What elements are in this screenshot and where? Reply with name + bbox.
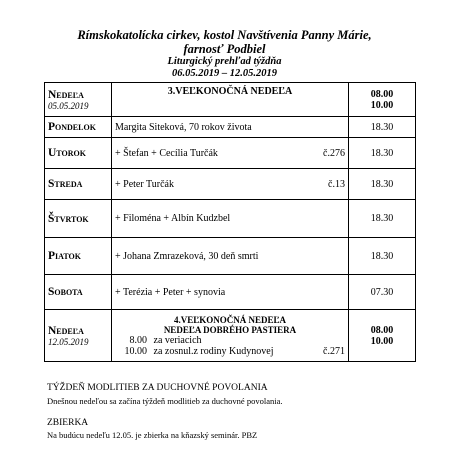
- parish-name: farnosť Podbiel: [183, 42, 266, 56]
- collection-text: Na budúcu nedeľu 12.05. je zbierka na kňazský seminár. PBZ: [47, 430, 258, 440]
- date-range: 06.05.2019 – 12.05.2019: [172, 68, 277, 79]
- intention-text: + Johana Zmrazeková, 30 deň smrti: [112, 238, 349, 275]
- day-name: Streda: [48, 178, 83, 190]
- intention-text: + Peter Turčák: [115, 178, 174, 190]
- mass-time: 07.30: [349, 275, 416, 310]
- weekly-schedule-table: [44, 82, 416, 362]
- intention-number: č.276: [323, 147, 345, 159]
- mass-time: 18.30: [349, 238, 416, 275]
- intention-text: + Filoména + Albín Kudzbel: [112, 200, 349, 238]
- day-name: Utorok: [48, 147, 86, 159]
- table-row: [45, 238, 416, 275]
- intention-cell: [112, 138, 349, 169]
- day-date: 05.05.2019: [48, 100, 89, 111]
- day-name: Piatok: [48, 250, 81, 262]
- mass-time: 08.00: [370, 88, 394, 100]
- day-cell: [45, 83, 112, 117]
- collection-heading: ZBIERKA: [47, 418, 89, 428]
- intention-text: + Terézia + Peter + synovia: [112, 275, 349, 310]
- mass-time: 18.30: [349, 138, 416, 169]
- table-row: [45, 138, 416, 169]
- intention-number: č.271: [323, 346, 345, 357]
- feast-title: 3.VEĽKONOČNÁ NEDEĽA: [112, 83, 349, 117]
- mass-line-text: za veriacich: [153, 335, 202, 346]
- day-name: Štvrtok: [48, 212, 89, 225]
- mass-time: 18.30: [349, 169, 416, 200]
- mass-line-time: 10.00: [124, 346, 147, 357]
- day-cell: [45, 310, 112, 362]
- feast-title: 4.VEĽKONOČNÁ NEDEĽA: [173, 315, 286, 325]
- day-name: Nedeľa: [48, 324, 84, 337]
- announcement-heading: TÝŽDEŇ MODLITIEB ZA DUCHOVNÉ POVOLANIA: [47, 383, 268, 393]
- mass-time: 10.00: [370, 99, 394, 111]
- mass-line-time: 8.00: [129, 335, 147, 346]
- intention-text: Margita Siteková, 70 rokov života: [112, 117, 349, 138]
- table-row: [45, 169, 416, 200]
- table-row: [45, 117, 416, 138]
- day-name: Sobota: [48, 286, 83, 298]
- intention-text: + Štefan + Cecília Turčák: [115, 147, 218, 159]
- document-subtitle: Liturgický prehľad týždňa: [167, 56, 282, 67]
- feast-subtitle: NEDEĽA DOBRÉHO PASTIERA: [163, 325, 297, 335]
- mass-times: [349, 83, 416, 117]
- mass-time: 08.00: [370, 324, 394, 336]
- table-row: [45, 200, 416, 238]
- table-row: [45, 275, 416, 310]
- intention-number: č.13: [328, 178, 345, 190]
- announcement-text: Dnešnou nedeľou sa začína týždeň modlitieb za duchovné povolania.: [47, 396, 283, 406]
- day-name: Pondelok: [48, 121, 96, 133]
- mass-line: [115, 335, 345, 346]
- mass-time: 18.30: [349, 117, 416, 138]
- mass-time: 18.30: [349, 200, 416, 238]
- table-row: [45, 310, 416, 362]
- mass-times: [349, 310, 416, 362]
- day-date: 12.05.2019: [48, 336, 89, 347]
- mass-line: [115, 346, 345, 357]
- mass-line-text: za zosnul.z rodiny Kudynovej: [153, 346, 274, 357]
- parish-heading: Rímskokatolícka cirkev, kostol Navštívenia Panny Márie,: [77, 28, 372, 42]
- intention-cell: [112, 169, 349, 200]
- day-name: Nedeľa: [48, 88, 84, 101]
- mass-time: 10.00: [370, 335, 394, 347]
- table-row: [45, 83, 416, 117]
- feast-cell: [112, 310, 349, 362]
